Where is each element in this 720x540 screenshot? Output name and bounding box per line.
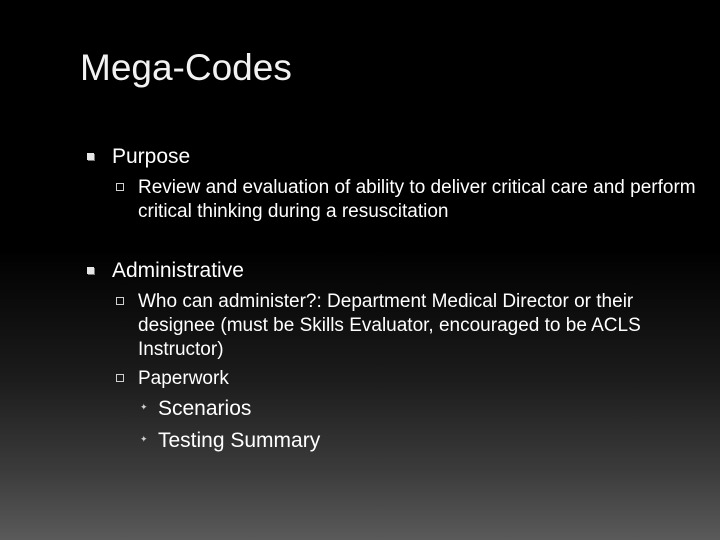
small-star-bullet-icon: ✦ xyxy=(140,402,148,412)
section-label-administrative: Administrative xyxy=(112,259,244,282)
section-label-purpose: Purpose xyxy=(112,145,191,168)
who-can-administer-text: Who can administer?: Department Medical Director or their designee (must be Skills Evaluator, encouraged to be ACLS Instructor) xyxy=(138,291,641,360)
bullet-testing-summary xyxy=(140,428,540,454)
testing-summary-text: Testing Summary xyxy=(158,429,321,452)
scenarios-text: Scenarios xyxy=(158,397,252,420)
purpose-review-text: Review and evaluation of ability to deliver critical care and perform critical thinking during a resuscitation xyxy=(138,177,696,222)
bullet-purpose-review xyxy=(116,176,706,226)
hollow-square-bullet-icon xyxy=(116,374,124,382)
bullet-scenarios xyxy=(140,396,540,422)
bullet-who-can-administer xyxy=(116,290,706,364)
hollow-square-bullet-icon xyxy=(116,297,124,305)
square-bullet-icon xyxy=(87,267,95,275)
small-star-bullet-icon: ✦ xyxy=(140,434,148,444)
bullet-administrative xyxy=(87,258,687,284)
bullet-purpose xyxy=(87,144,687,170)
square-bullet-icon xyxy=(87,153,95,161)
slide-title: Mega-Codes xyxy=(80,47,292,88)
bullet-paperwork xyxy=(116,367,706,391)
paperwork-text: Paperwork xyxy=(138,368,229,389)
hollow-square-bullet-icon xyxy=(116,183,124,191)
